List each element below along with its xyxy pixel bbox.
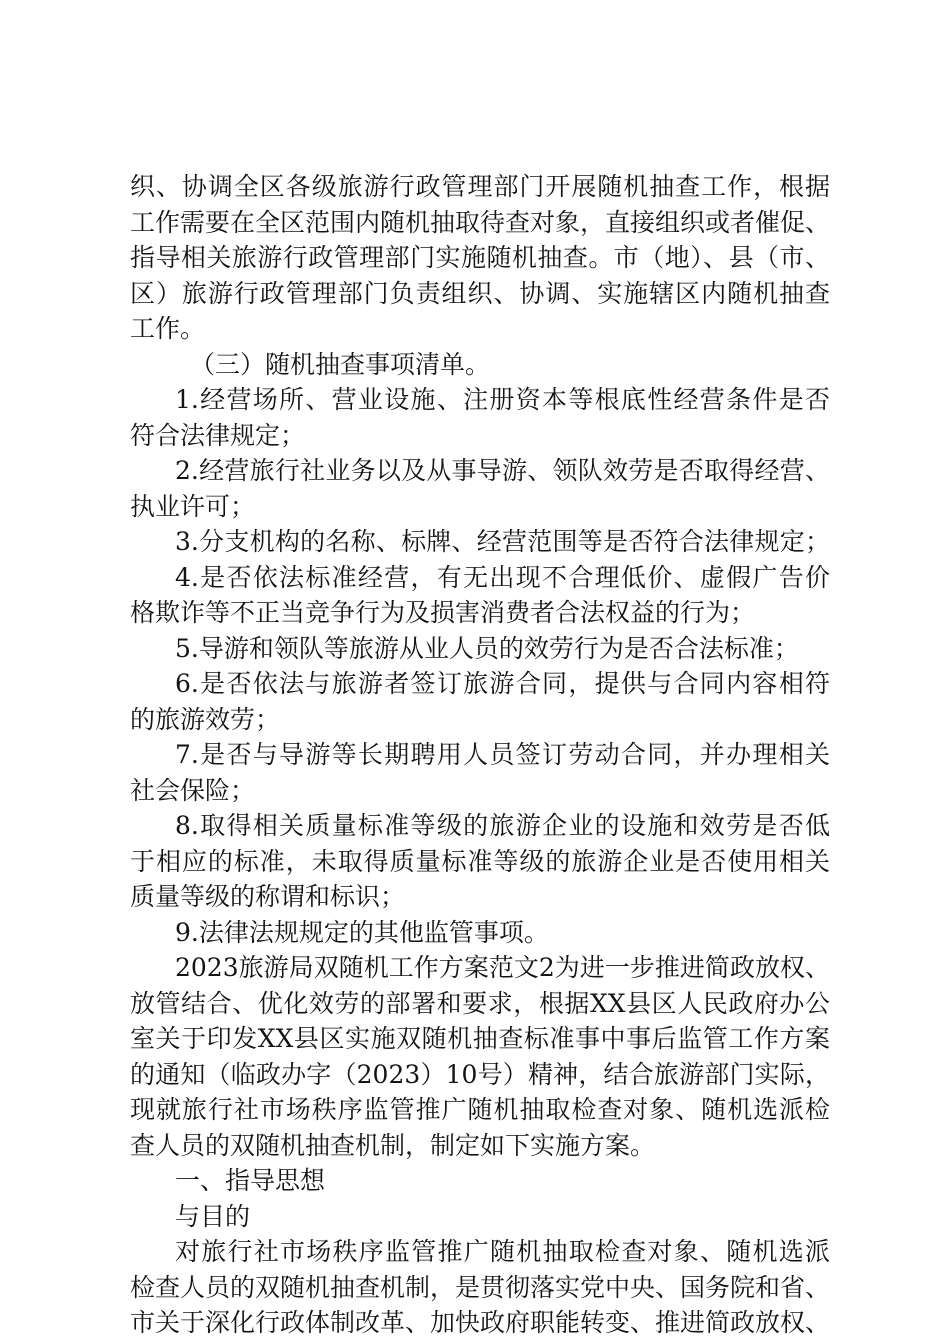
- list-item: 7.是否与导游等长期聘用人员签订劳动合同，并办理相关: [175, 740, 830, 769]
- text-line: 织、协调全区各级旅游行政管理部门开展随机抽查工作，根据: [130, 172, 830, 201]
- text-line: 的通知（临政办字（2023）10号）精神，结合旅游部门实际，: [130, 1059, 830, 1089]
- list-item: 4.是否依法标准经营，有无出现不合理低价、虚假广告价: [175, 562, 830, 592]
- text-line: 市关于深化行政体制改革、加快政府职能转变、推进简政放权、: [130, 1308, 830, 1337]
- paragraph-start: 2023旅游局双随机工作方案范文2为进一步推进简政放权、: [175, 953, 830, 982]
- text-line: 工作。: [130, 314, 206, 343]
- text-line: 社会保险；: [130, 775, 256, 805]
- list-item: 9.法律法规规定的其他监管事项。: [175, 917, 549, 947]
- list-item: 3.分支机构的名称、标牌、经营范围等是否符合法律规定；: [175, 527, 830, 556]
- section-heading: 一、指导思想: [175, 1166, 326, 1195]
- text-line: 格欺诈等不正当竞争行为及损害消费者合法权益的行为；: [130, 598, 756, 627]
- text-line: 的旅游效劳；: [130, 704, 281, 734]
- section-heading: （三）随机抽查事项清单。: [190, 349, 491, 379]
- text-line: 放管结合、优化效劳的部署和要求，根据XX县区人民政府办公: [130, 988, 830, 1018]
- text-line: 现就旅行社市场秩序监管推广随机抽取检查对象、随机选派检: [130, 1095, 830, 1124]
- document-body: [130, 169, 830, 1341]
- text-line: 符合法律规定；: [130, 420, 306, 450]
- text-line: 质量等级的称谓和标识；: [130, 882, 406, 911]
- paragraph-start: 对旅行社市场秩序监管推广随机抽取检查对象、随机选派: [175, 1237, 830, 1266]
- text-line: 指导相关旅游行政管理部门实施随机抽查。市（地）、县（市、: [130, 243, 830, 272]
- text-line: 于相应的标准，未取得质量标准等级的旅游企业是否使用相关: [130, 846, 830, 876]
- list-item: 2.经营旅行社业务以及从事导游、领队效劳是否取得经营、: [175, 456, 830, 485]
- list-item: 1.经营场所、营业设施、注册资本等根底性经营条件是否: [175, 385, 830, 414]
- section-heading: 与目的: [175, 1201, 251, 1231]
- text-line: 检查人员的双随机抽查机制，是贯彻落实党中央、国务院和省、: [130, 1272, 830, 1302]
- text-line: 执业许可；: [130, 491, 256, 521]
- text-line: 室关于印发XX县区实施双随机抽查标准事中事后监管工作方案: [130, 1024, 830, 1053]
- list-item: 6.是否依法与旅游者签订旅游合同，提供与合同内容相符: [175, 669, 830, 698]
- text-line: 工作需要在全区范围内随机抽取待查对象，直接组织或者催促、: [130, 207, 830, 237]
- list-item: 5.导游和领队等旅游从业人员的效劳行为是否合法标准；: [175, 633, 799, 663]
- text-line: 区）旅游行政管理部门负责组织、协调、实施辖区内随机抽查: [130, 278, 830, 308]
- text-line: 查人员的双随机抽查机制，制定如下实施方案。: [130, 1130, 656, 1160]
- list-item: 8.取得相关质量标准等级的旅游企业的设施和效劳是否低: [175, 811, 830, 840]
